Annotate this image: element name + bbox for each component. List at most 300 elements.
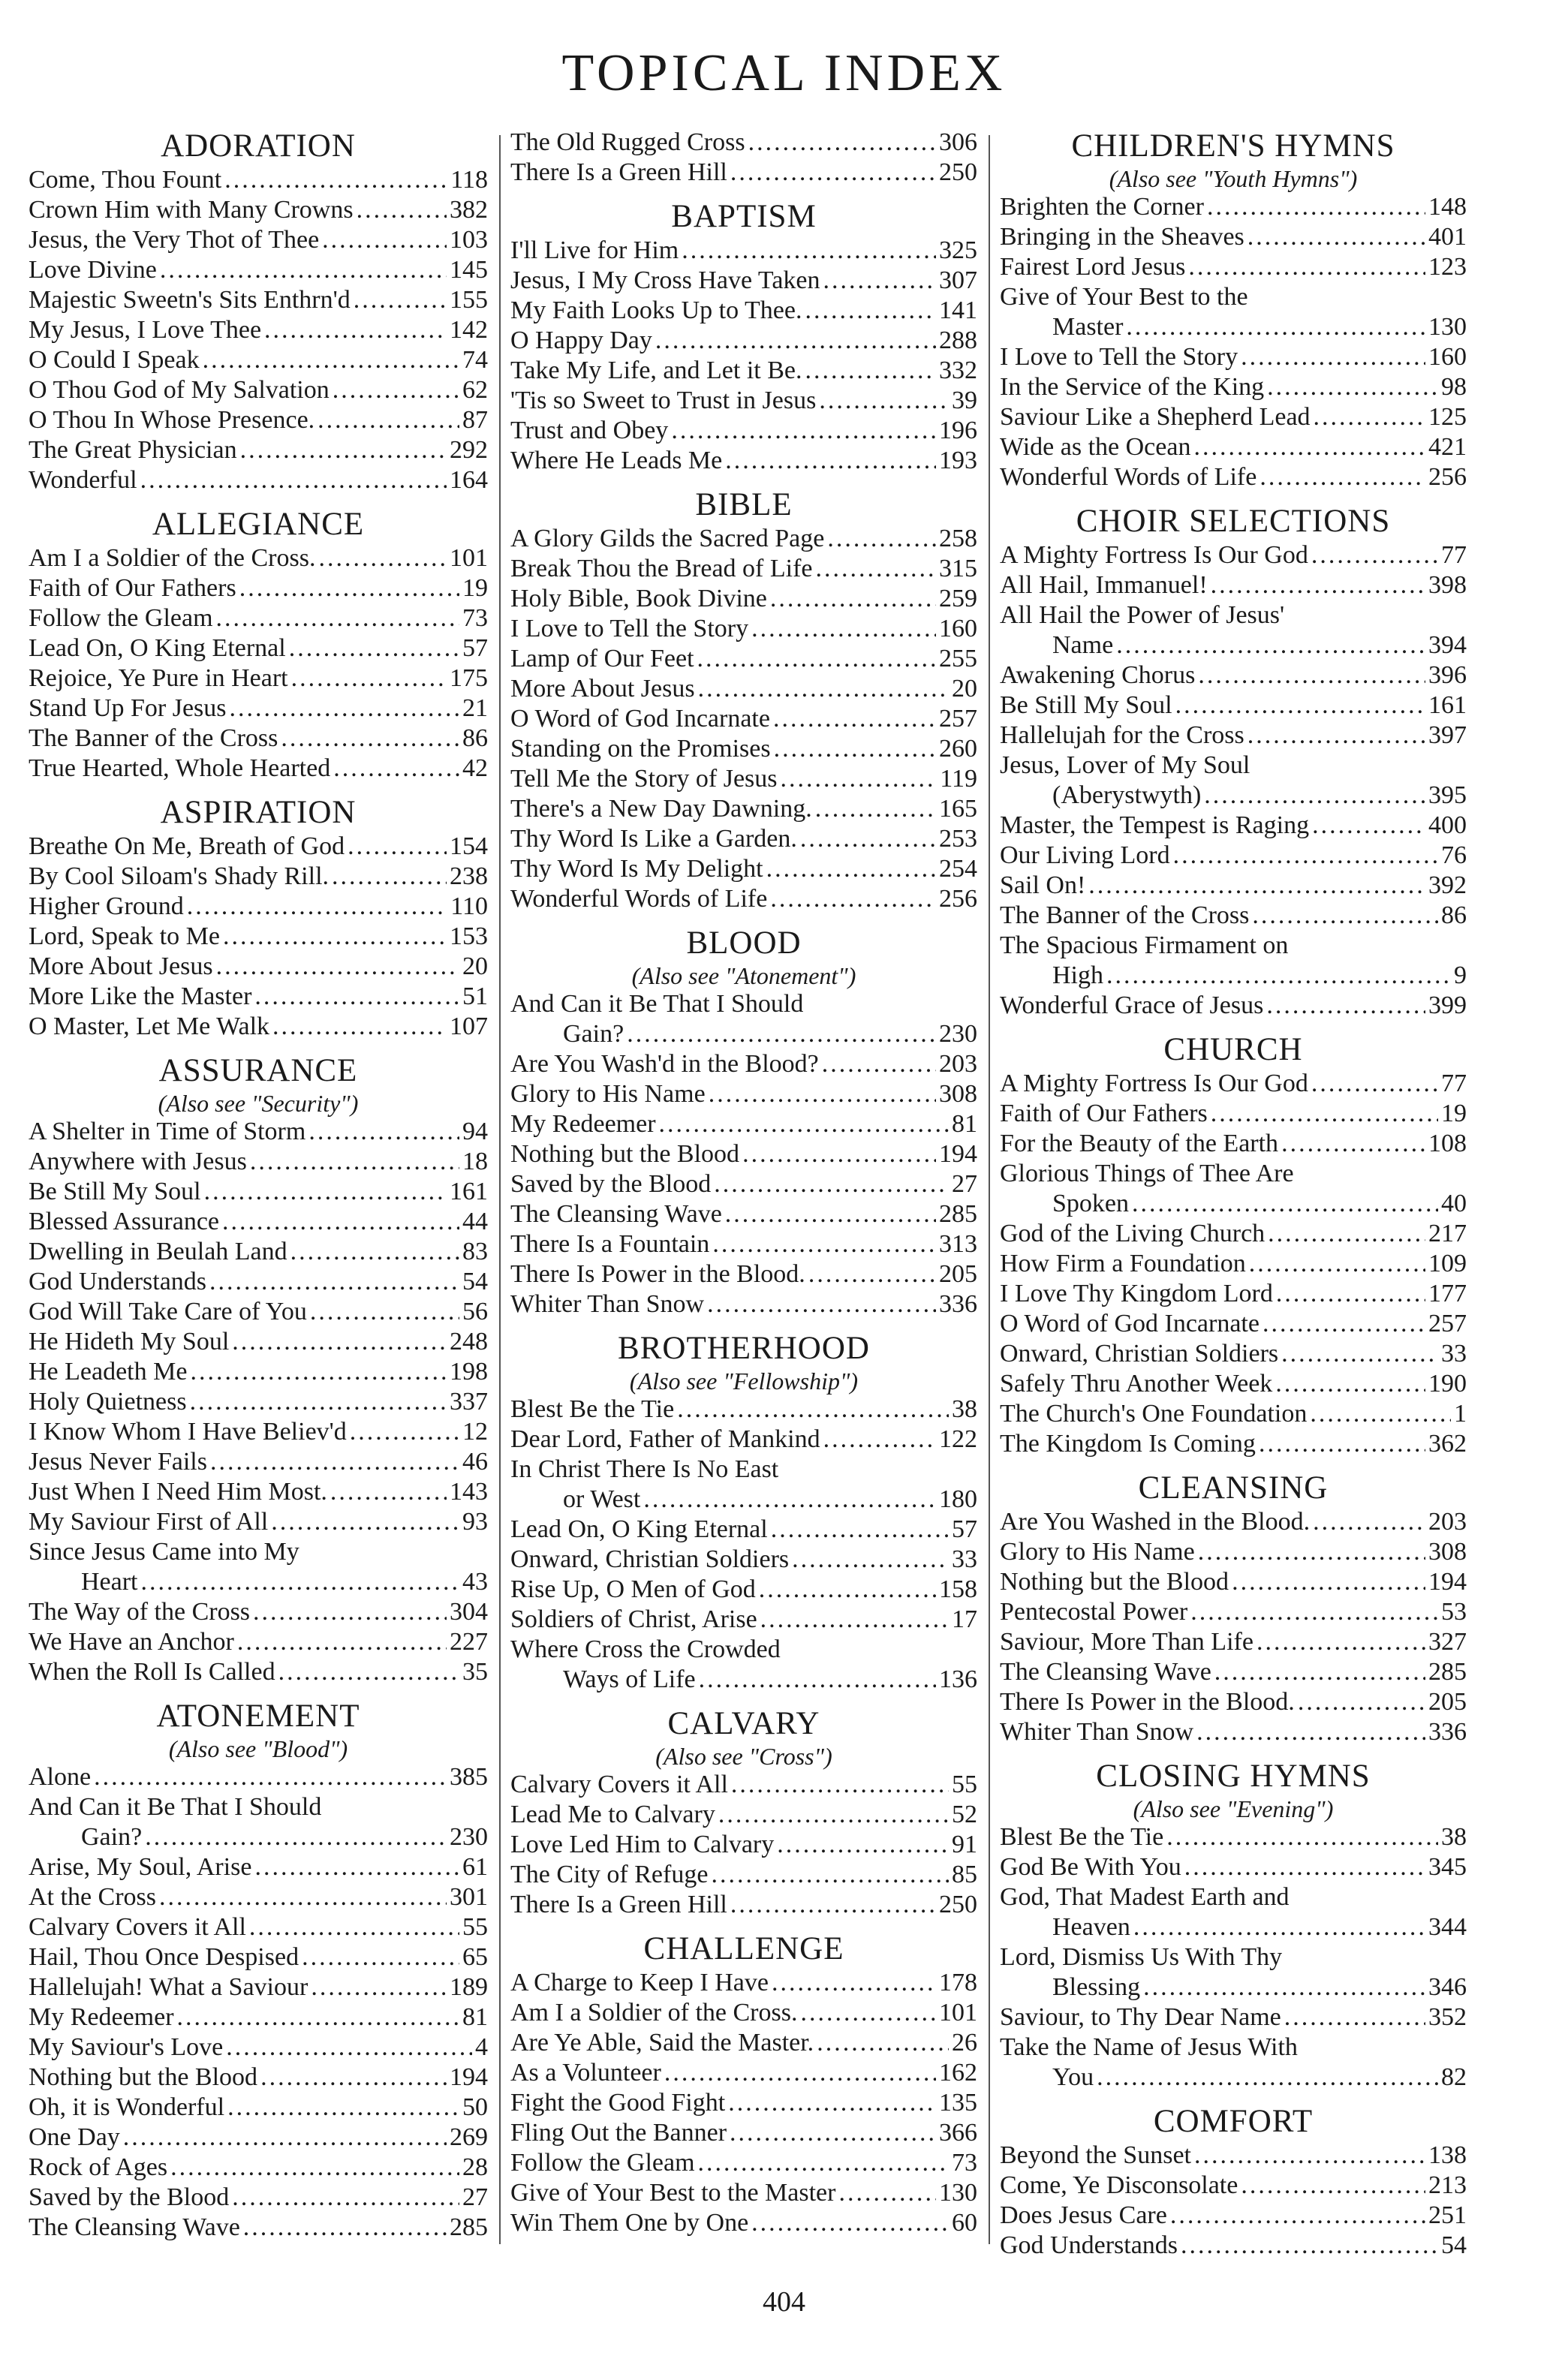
leader-dots <box>204 1177 447 1207</box>
hymn-number: 65 <box>462 1943 488 1971</box>
entry-title: One Day <box>29 2123 120 2151</box>
index-entry <box>510 554 977 584</box>
hymn-number: 77 <box>1441 1070 1467 1097</box>
entry-title: In Christ There Is No East <box>510 1455 779 1483</box>
index-entry <box>1000 1537 1467 1567</box>
entry-title: Awakening Chorus <box>1000 661 1196 689</box>
entry-title: Standing on the Promises <box>510 735 771 763</box>
hymn-number: 258 <box>939 525 977 552</box>
index-entry <box>29 465 488 495</box>
index-entry <box>29 1327 488 1357</box>
hymn-number: 56 <box>462 1298 488 1325</box>
hymn-number: 143 <box>450 1478 488 1506</box>
index-entry <box>1000 252 1467 282</box>
hymn-number: 165 <box>939 795 977 823</box>
hymn-number: 180 <box>939 1485 977 1513</box>
entry-title: Are Ye Able, Said the Master. <box>510 2029 814 2057</box>
index-entry <box>29 1852 488 1882</box>
entry-title: Blessed Assurance <box>29 1208 220 1235</box>
leader-dots <box>1266 991 1425 1021</box>
index-entry <box>1000 1099 1467 1129</box>
see-also-note: (Also see "Blood") <box>168 1735 348 1762</box>
leader-dots <box>1175 691 1425 721</box>
hymn-number: 194 <box>939 1140 977 1168</box>
leader-dots <box>1207 192 1425 222</box>
hymn-number: 155 <box>450 286 488 314</box>
index-entry <box>1000 721 1467 751</box>
hymn-number: 98 <box>1441 373 1467 401</box>
hymn-number: 230 <box>939 1020 977 1048</box>
entry-title: And Can it Be That I Should <box>29 1793 322 1821</box>
entry-title: As a Volunteer <box>510 2059 661 2087</box>
leader-dots <box>354 285 447 315</box>
hymn-number: 77 <box>1441 541 1467 569</box>
leader-dots <box>817 2028 949 2058</box>
entry-title: A Charge to Keep I Have <box>510 1969 769 1996</box>
leader-dots <box>240 435 447 465</box>
leader-dots <box>1194 2141 1425 2171</box>
index-entry <box>1000 1249 1467 1279</box>
leader-dots <box>1088 871 1425 901</box>
entry-title: Since Jesus Came into My <box>29 1538 299 1566</box>
leader-dots <box>1311 1069 1438 1099</box>
hymn-number: 398 <box>1428 571 1467 599</box>
hymn-number: 107 <box>450 1012 488 1040</box>
leader-dots <box>698 2148 949 2178</box>
hymn-number: 39 <box>952 387 977 414</box>
leader-dots <box>330 1477 447 1507</box>
hymn-number: 401 <box>1428 223 1467 251</box>
hymn-number: 91 <box>952 1831 977 1858</box>
index-entry <box>1000 2141 1467 2171</box>
leader-dots <box>1126 312 1425 342</box>
hymn-number: 325 <box>939 236 977 264</box>
index-entry <box>510 524 977 554</box>
entry-title: Follow the Gleam <box>29 604 213 632</box>
leader-dots <box>655 326 936 356</box>
leader-dots <box>278 1657 459 1687</box>
index-entry <box>1000 1369 1467 1399</box>
leader-dots <box>332 862 447 892</box>
index-section <box>1000 128 1467 492</box>
entry-title: I Love to Tell the Story <box>510 615 749 642</box>
entry-title: Calvary Covers it All <box>29 1913 246 1941</box>
index-entry <box>1000 1069 1467 1099</box>
entry-title: O Master, Let Me Walk <box>29 1012 270 1040</box>
entry-title: All Hail, Immanuel! <box>1000 571 1208 599</box>
hymn-number: 392 <box>1428 871 1467 899</box>
entry-title: Where Cross the Crowded <box>510 1635 781 1663</box>
index-entry <box>1000 540 1467 570</box>
hymn-number: 230 <box>450 1823 488 1851</box>
hymn-number: 4 <box>475 2033 488 2061</box>
entry-title: Take My Life, and Let it Be. <box>510 357 802 384</box>
leader-dots <box>1268 1219 1425 1249</box>
leader-dots <box>770 884 936 914</box>
leader-dots <box>1267 372 1438 402</box>
index-entry <box>29 1567 488 1597</box>
leader-dots <box>707 1289 936 1319</box>
leader-dots <box>1263 1309 1425 1339</box>
leader-dots <box>816 554 936 584</box>
hymn-number: 160 <box>1428 343 1467 371</box>
hymn-number: 395 <box>1428 781 1467 809</box>
leader-dots <box>140 465 447 495</box>
entry-title-continued: Master <box>1052 313 1124 341</box>
hymn-number: 85 <box>952 1861 977 1888</box>
entry-title: Safely Thru Another Week <box>1000 1370 1273 1398</box>
hymn-number: 158 <box>939 1575 977 1603</box>
hymn-number: 203 <box>939 1050 977 1078</box>
leader-dots <box>264 315 447 345</box>
leader-dots <box>1281 1339 1438 1369</box>
section-heading: CHURCH <box>1163 1032 1303 1067</box>
entry-title-continued: You <box>1052 2063 1094 2091</box>
hymn-number: 44 <box>462 1208 488 1235</box>
leader-dots <box>772 1968 936 1998</box>
entry-title: There Is a Green Hill <box>510 1891 727 1918</box>
entry-title: Breathe On Me, Breath of God <box>29 832 345 860</box>
entry-title: Follow the Gleam <box>510 2149 695 2177</box>
leader-dots <box>730 158 936 188</box>
leader-dots <box>1312 811 1425 841</box>
entry-title: Rise Up, O Men of God <box>510 1575 756 1603</box>
leader-dots <box>187 892 447 922</box>
leader-dots <box>209 1267 459 1297</box>
entry-title-continued: Heaven <box>1052 1913 1130 1941</box>
entry-title-continued: Spoken <box>1052 1190 1129 1217</box>
entry-title: Faith of Our Fathers <box>1000 1100 1208 1127</box>
section-heading: CHILDREN'S HYMNS <box>1071 128 1395 164</box>
leader-dots <box>223 922 447 952</box>
entry-title: God Will Take Care of You <box>29 1298 307 1325</box>
hymn-number: 190 <box>1428 1370 1467 1398</box>
index-entry <box>1000 2063 1467 2093</box>
see-also-note: (Also see "Youth Hymns") <box>1109 165 1358 192</box>
entry-title: Tell Me the Story of Jesus <box>510 765 778 793</box>
hymn-number: 81 <box>462 2003 488 2031</box>
entry-title: And Can it Be That I Should <box>510 990 804 1018</box>
index-entry <box>29 573 488 603</box>
entry-title: Brighten the Corner <box>1000 193 1204 221</box>
hymn-number: 138 <box>1428 2141 1467 2169</box>
index-entry <box>29 1822 488 1852</box>
entry-title: Stand Up For Jesus <box>29 694 227 722</box>
hymn-number: 362 <box>1428 1430 1467 1458</box>
entry-title: More About Jesus <box>29 952 213 980</box>
leader-dots <box>230 694 459 724</box>
index-entry <box>510 1665 977 1695</box>
leader-dots <box>760 1605 949 1635</box>
leader-dots <box>1281 1129 1425 1159</box>
entry-title: How Firm a Foundation <box>1000 1250 1246 1277</box>
entry-title: Whiter Than Snow <box>510 1290 705 1318</box>
hymn-number: 162 <box>939 2059 977 2087</box>
section-heading: COMFORT <box>1153 2104 1314 2139</box>
leader-dots <box>1198 660 1425 691</box>
hymn-number: 109 <box>1428 1250 1467 1277</box>
index-entry <box>29 1267 488 1297</box>
index-entry <box>510 1289 977 1319</box>
index-entry <box>1000 961 1467 991</box>
index-section <box>1000 2093 1467 2261</box>
leader-dots <box>281 724 459 754</box>
index-entry <box>29 375 488 405</box>
entry-title: O Could I Speak <box>29 346 200 374</box>
hymn-number: 269 <box>450 2123 488 2151</box>
entry-title: O Happy Day <box>510 326 652 354</box>
entry-title-continued: Name <box>1052 631 1114 659</box>
hymn-number: 160 <box>939 615 977 642</box>
index-section <box>29 128 488 495</box>
entry-title: Onward, Christian Soldiers <box>510 1545 790 1573</box>
index-entry <box>1000 811 1467 841</box>
index-entry <box>510 824 977 854</box>
leader-dots <box>254 982 459 1012</box>
hymn-number: 103 <box>450 226 488 254</box>
entry-title: Saved by the Blood <box>510 1170 712 1198</box>
index-entry <box>29 1417 488 1447</box>
leader-dots <box>222 1207 459 1237</box>
index-entry <box>510 2118 977 2148</box>
hymn-number: 346 <box>1428 1973 1467 2001</box>
entry-title: Lord, Speak to Me <box>29 922 220 950</box>
hymn-number: 255 <box>939 645 977 672</box>
index-entry <box>29 1387 488 1417</box>
entry-title: Jesus, I My Cross Have Taken <box>510 266 820 294</box>
section-heading: BLOOD <box>686 925 802 961</box>
leader-dots <box>808 1259 936 1289</box>
index-entry <box>510 1395 977 1425</box>
index-entry <box>29 2093 488 2123</box>
entry-title: He Leadeth Me <box>29 1358 188 1386</box>
leader-dots <box>243 2213 447 2243</box>
leader-dots <box>1232 1567 1425 1597</box>
leader-dots <box>1204 781 1425 811</box>
index-entry <box>29 1147 488 1177</box>
entry-title: Wide as the Ocean <box>1000 433 1191 461</box>
leader-dots <box>1247 222 1425 252</box>
index-entry <box>29 2153 488 2183</box>
leader-dots <box>290 1237 459 1267</box>
index-entry <box>1000 1717 1467 1747</box>
hymn-number: 288 <box>939 326 977 354</box>
entry-title: There Is Power in the Blood. <box>1000 1688 1295 1716</box>
hymn-number: 123 <box>1428 253 1467 281</box>
index-entry <box>29 1882 488 1912</box>
index-entry <box>29 1597 488 1627</box>
index-entry <box>1000 312 1467 342</box>
leader-dots <box>800 1998 936 2028</box>
index-entry <box>1000 1627 1467 1657</box>
entry-title: There Is a Green Hill <box>510 158 727 186</box>
entry-title: Does Jesus Care <box>1000 2201 1167 2229</box>
index-column-3 <box>1000 128 1467 2259</box>
hymn-number: 203 <box>1428 1508 1467 1536</box>
index-entry <box>510 2028 977 2058</box>
entry-title: Bringing in the Sheaves <box>1000 223 1244 251</box>
leader-dots <box>671 416 936 446</box>
entry-title: Master, the Tempest is Raging <box>1000 811 1310 839</box>
index-entry <box>1000 2171 1467 2201</box>
entry-title: 'Tis so Sweet to Trust in Jesus <box>510 387 817 414</box>
entry-title: Saviour, to Thy Dear Name <box>1000 2003 1281 2031</box>
entry-title: Fight the Good Fight <box>510 2089 726 2117</box>
index-section <box>510 914 977 1319</box>
hymn-number: 54 <box>462 1268 488 1295</box>
entry-title: Nothing but the Blood <box>29 2063 258 2091</box>
entry-title: Dwelling in Beulah Land <box>29 1238 287 1265</box>
leader-dots <box>160 255 447 285</box>
hymn-number: 327 <box>1428 1628 1467 1656</box>
entry-title: Wonderful Grace of Jesus <box>1000 991 1264 1019</box>
index-entry <box>1000 1657 1467 1687</box>
leader-dots <box>1260 462 1425 492</box>
leader-dots <box>751 2208 949 2238</box>
leader-dots <box>822 1049 936 1079</box>
section-heading: ADORATION <box>161 128 356 164</box>
section-heading: BAPTISM <box>671 199 817 234</box>
hymn-number: 344 <box>1428 1913 1467 1941</box>
leader-dots <box>232 1327 447 1357</box>
index-entry <box>510 1485 977 1515</box>
hymn-number: 19 <box>1441 1100 1467 1127</box>
hymn-number: 178 <box>939 1969 977 1996</box>
index-entry <box>1000 901 1467 931</box>
leader-dots <box>805 296 936 326</box>
leader-dots <box>239 573 459 603</box>
leader-dots <box>1211 570 1425 600</box>
leader-dots <box>210 1447 459 1477</box>
index-entry <box>29 1012 488 1042</box>
leader-dots <box>1313 1507 1425 1537</box>
index-entry <box>29 1657 488 1687</box>
index-entry <box>29 603 488 633</box>
hymn-number: 38 <box>1441 1823 1467 1851</box>
leader-dots <box>751 614 936 644</box>
entry-title: Faith of Our Fathers <box>29 574 236 602</box>
entry-title: Hail, Thou Once Despised <box>29 1943 299 1971</box>
index-entry <box>510 734 977 764</box>
hymn-number: 81 <box>952 1110 977 1138</box>
index-entry <box>29 405 488 435</box>
hymn-number: 108 <box>1428 1130 1467 1157</box>
index-entry <box>29 832 488 862</box>
index-entry <box>1000 1399 1467 1429</box>
hymn-number: 42 <box>462 754 488 782</box>
entry-title: Are You Wash'd in the Blood? <box>510 1050 819 1078</box>
index-entry <box>1000 991 1467 1021</box>
entry-title: Rock of Ages <box>29 2153 168 2181</box>
index-entry <box>1000 1219 1467 1249</box>
entry-title: Hallelujah for the Cross <box>1000 721 1244 749</box>
hymn-number: 76 <box>1441 841 1467 869</box>
hymn-number: 352 <box>1428 2003 1467 2031</box>
leader-dots <box>792 1545 949 1575</box>
index-entry <box>1000 1429 1467 1459</box>
hymn-number: 53 <box>1441 1598 1467 1626</box>
entry-title: Be Still My Soul <box>29 1178 201 1205</box>
hymn-number: 248 <box>450 1328 488 1355</box>
index-entry <box>510 1830 977 1860</box>
leader-dots <box>232 2183 459 2213</box>
index-entry <box>1000 342 1467 372</box>
index-entry <box>510 2178 977 2208</box>
hymn-number: 73 <box>952 2149 977 2177</box>
leader-dots <box>730 2118 936 2148</box>
hymn-number: 397 <box>1428 721 1467 749</box>
index-entry <box>29 255 488 285</box>
hymn-number: 336 <box>939 1290 977 1318</box>
entry-title: I Know Whom I Have Believ'd <box>29 1418 347 1446</box>
index-section <box>510 128 977 188</box>
index-entry <box>1000 630 1467 660</box>
hymn-number: 82 <box>1441 2063 1467 2091</box>
hymn-number: 217 <box>1428 1220 1467 1247</box>
entry-title: The Cleansing Wave <box>29 2213 240 2241</box>
entry-title-continued: (Aberystwyth) <box>1052 781 1202 809</box>
hymn-number: 198 <box>450 1358 488 1386</box>
index-entry <box>510 1605 977 1635</box>
leader-dots <box>145 1822 447 1852</box>
index-entry <box>510 128 977 158</box>
entry-title: Am I a Soldier of the Cross. <box>29 544 316 572</box>
leader-dots <box>1249 1249 1425 1279</box>
leader-dots <box>770 584 936 614</box>
entry-title: Our Living Lord <box>1000 841 1170 869</box>
hymn-number: 33 <box>1441 1340 1467 1368</box>
leader-dots <box>1196 1717 1425 1747</box>
index-entry <box>1000 1912 1467 1942</box>
leader-dots <box>730 1890 936 1920</box>
entry-title: The Cleansing Wave <box>510 1200 722 1228</box>
index-entry <box>29 633 488 663</box>
leader-dots <box>805 356 937 386</box>
index-entry <box>510 854 977 884</box>
leader-dots <box>728 2088 936 2118</box>
hymn-number: 385 <box>450 1763 488 1791</box>
hymn-number: 382 <box>450 196 488 224</box>
leader-dots <box>823 1425 936 1455</box>
hymn-number: 251 <box>1428 2201 1467 2229</box>
hymn-number: 57 <box>952 1515 977 1543</box>
index-entry <box>29 543 488 573</box>
leader-dots <box>1275 1369 1425 1399</box>
entry-title: O Word of God Incarnate <box>510 705 770 733</box>
leader-dots <box>1214 1657 1425 1687</box>
leader-dots <box>815 794 936 824</box>
leader-dots <box>123 2123 447 2153</box>
hymn-number: 122 <box>939 1425 977 1453</box>
entry-title: The Kingdom Is Coming <box>1000 1430 1256 1458</box>
index-entry <box>29 345 488 375</box>
hymn-number: 161 <box>450 1178 488 1205</box>
see-also-note: (Also see "Security") <box>158 1090 359 1117</box>
entry-title: For the Beauty of the Earth <box>1000 1130 1279 1157</box>
index-entry <box>1000 1309 1467 1339</box>
entry-title: Blest Be the Tie <box>510 1395 675 1423</box>
hymn-number: 119 <box>940 765 977 793</box>
hymn-number: 177 <box>1428 1280 1467 1307</box>
leader-dots <box>333 375 459 405</box>
leader-dots <box>308 1117 459 1147</box>
leader-dots <box>800 824 936 854</box>
section-heading: BIBLE <box>695 487 793 522</box>
index-entry <box>1000 691 1467 721</box>
entry-title: Trust and Obey <box>510 417 669 444</box>
leader-dots <box>1116 630 1425 660</box>
index-entry <box>1000 841 1467 871</box>
